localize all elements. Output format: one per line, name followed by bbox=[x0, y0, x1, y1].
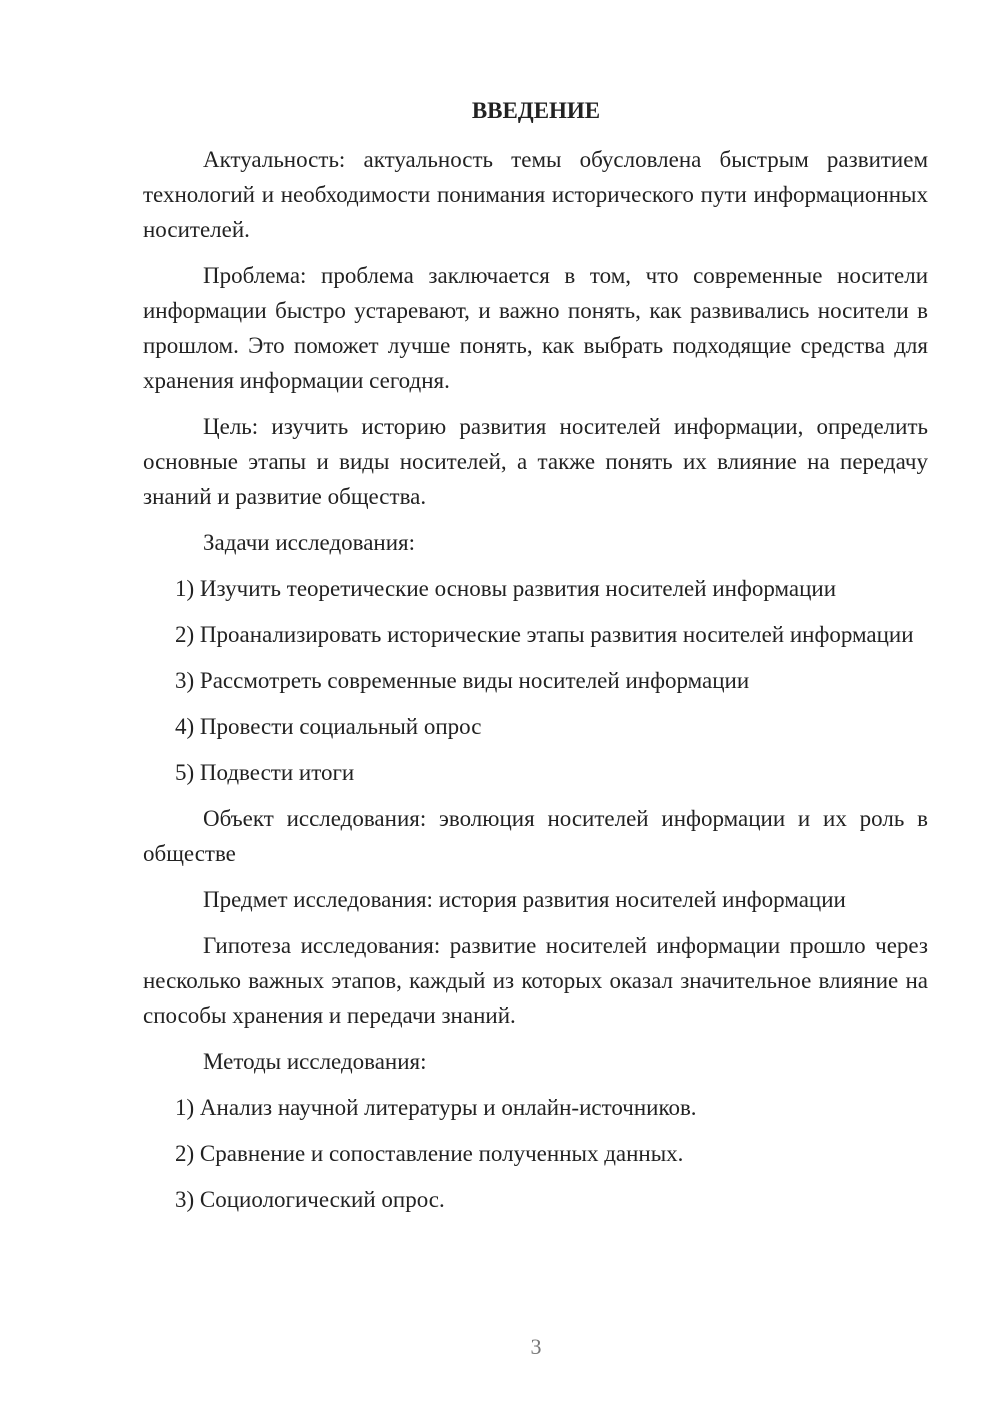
task-item-3: 3) Рассмотреть современные виды носителей информации bbox=[175, 668, 750, 693]
method-item-3: 3) Социологический опрос. bbox=[175, 1187, 445, 1212]
goal-paragraph: Цель: изучить историю развития носителей информации, определить основные этапы и виды носителей, а также понять их влияние на передачу знаний и развитие общества. bbox=[143, 414, 928, 509]
document-body bbox=[143, 142, 928, 1228]
method-item-1: 1) Анализ научной литературы и онлайн-источников. bbox=[175, 1095, 697, 1120]
page-number: 3 bbox=[530, 1334, 542, 1359]
page-title: ВВЕДЕНИЕ bbox=[471, 98, 601, 123]
task-item-5: 5) Подвести итоги bbox=[175, 760, 355, 785]
methods-heading: Методы исследования: bbox=[203, 1049, 427, 1074]
task-item-1: 1) Изучить теоретические основы развития носителей информации bbox=[175, 576, 837, 601]
problem-paragraph: Проблема: проблема заключается в том, что современные носители информации быстро устаревают, и важно понять, как развивались носители в прошлом. Это поможет лучше понять, как выбрать подходящие средства для хранения информации сегодня. bbox=[143, 263, 928, 393]
subject-paragraph: Предмет исследования: история развития носителей информации bbox=[203, 887, 846, 912]
relevance-paragraph: Актуальность: актуальность темы обусловлена быстрым развитием технологий и необходимости понимания исторического пути информационных носителей. bbox=[143, 147, 928, 242]
tasks-heading: Задачи исследования: bbox=[203, 530, 416, 555]
task-item-2: 2) Проанализировать исторические этапы развития носителей информации bbox=[175, 622, 914, 647]
object-paragraph: Объект исследования: эволюция носителей информации и их роль в обществе bbox=[143, 806, 928, 866]
task-item-4: 4) Провести социальный опрос bbox=[175, 714, 482, 739]
method-item-2: 2) Сравнение и сопоставление полученных данных. bbox=[175, 1141, 684, 1166]
hypothesis-paragraph: Гипотеза исследования: развитие носителей информации прошло через несколько важных этапов, каждый из которых оказал значительное влияние на способы хранения и передачи знаний. bbox=[143, 933, 928, 1028]
